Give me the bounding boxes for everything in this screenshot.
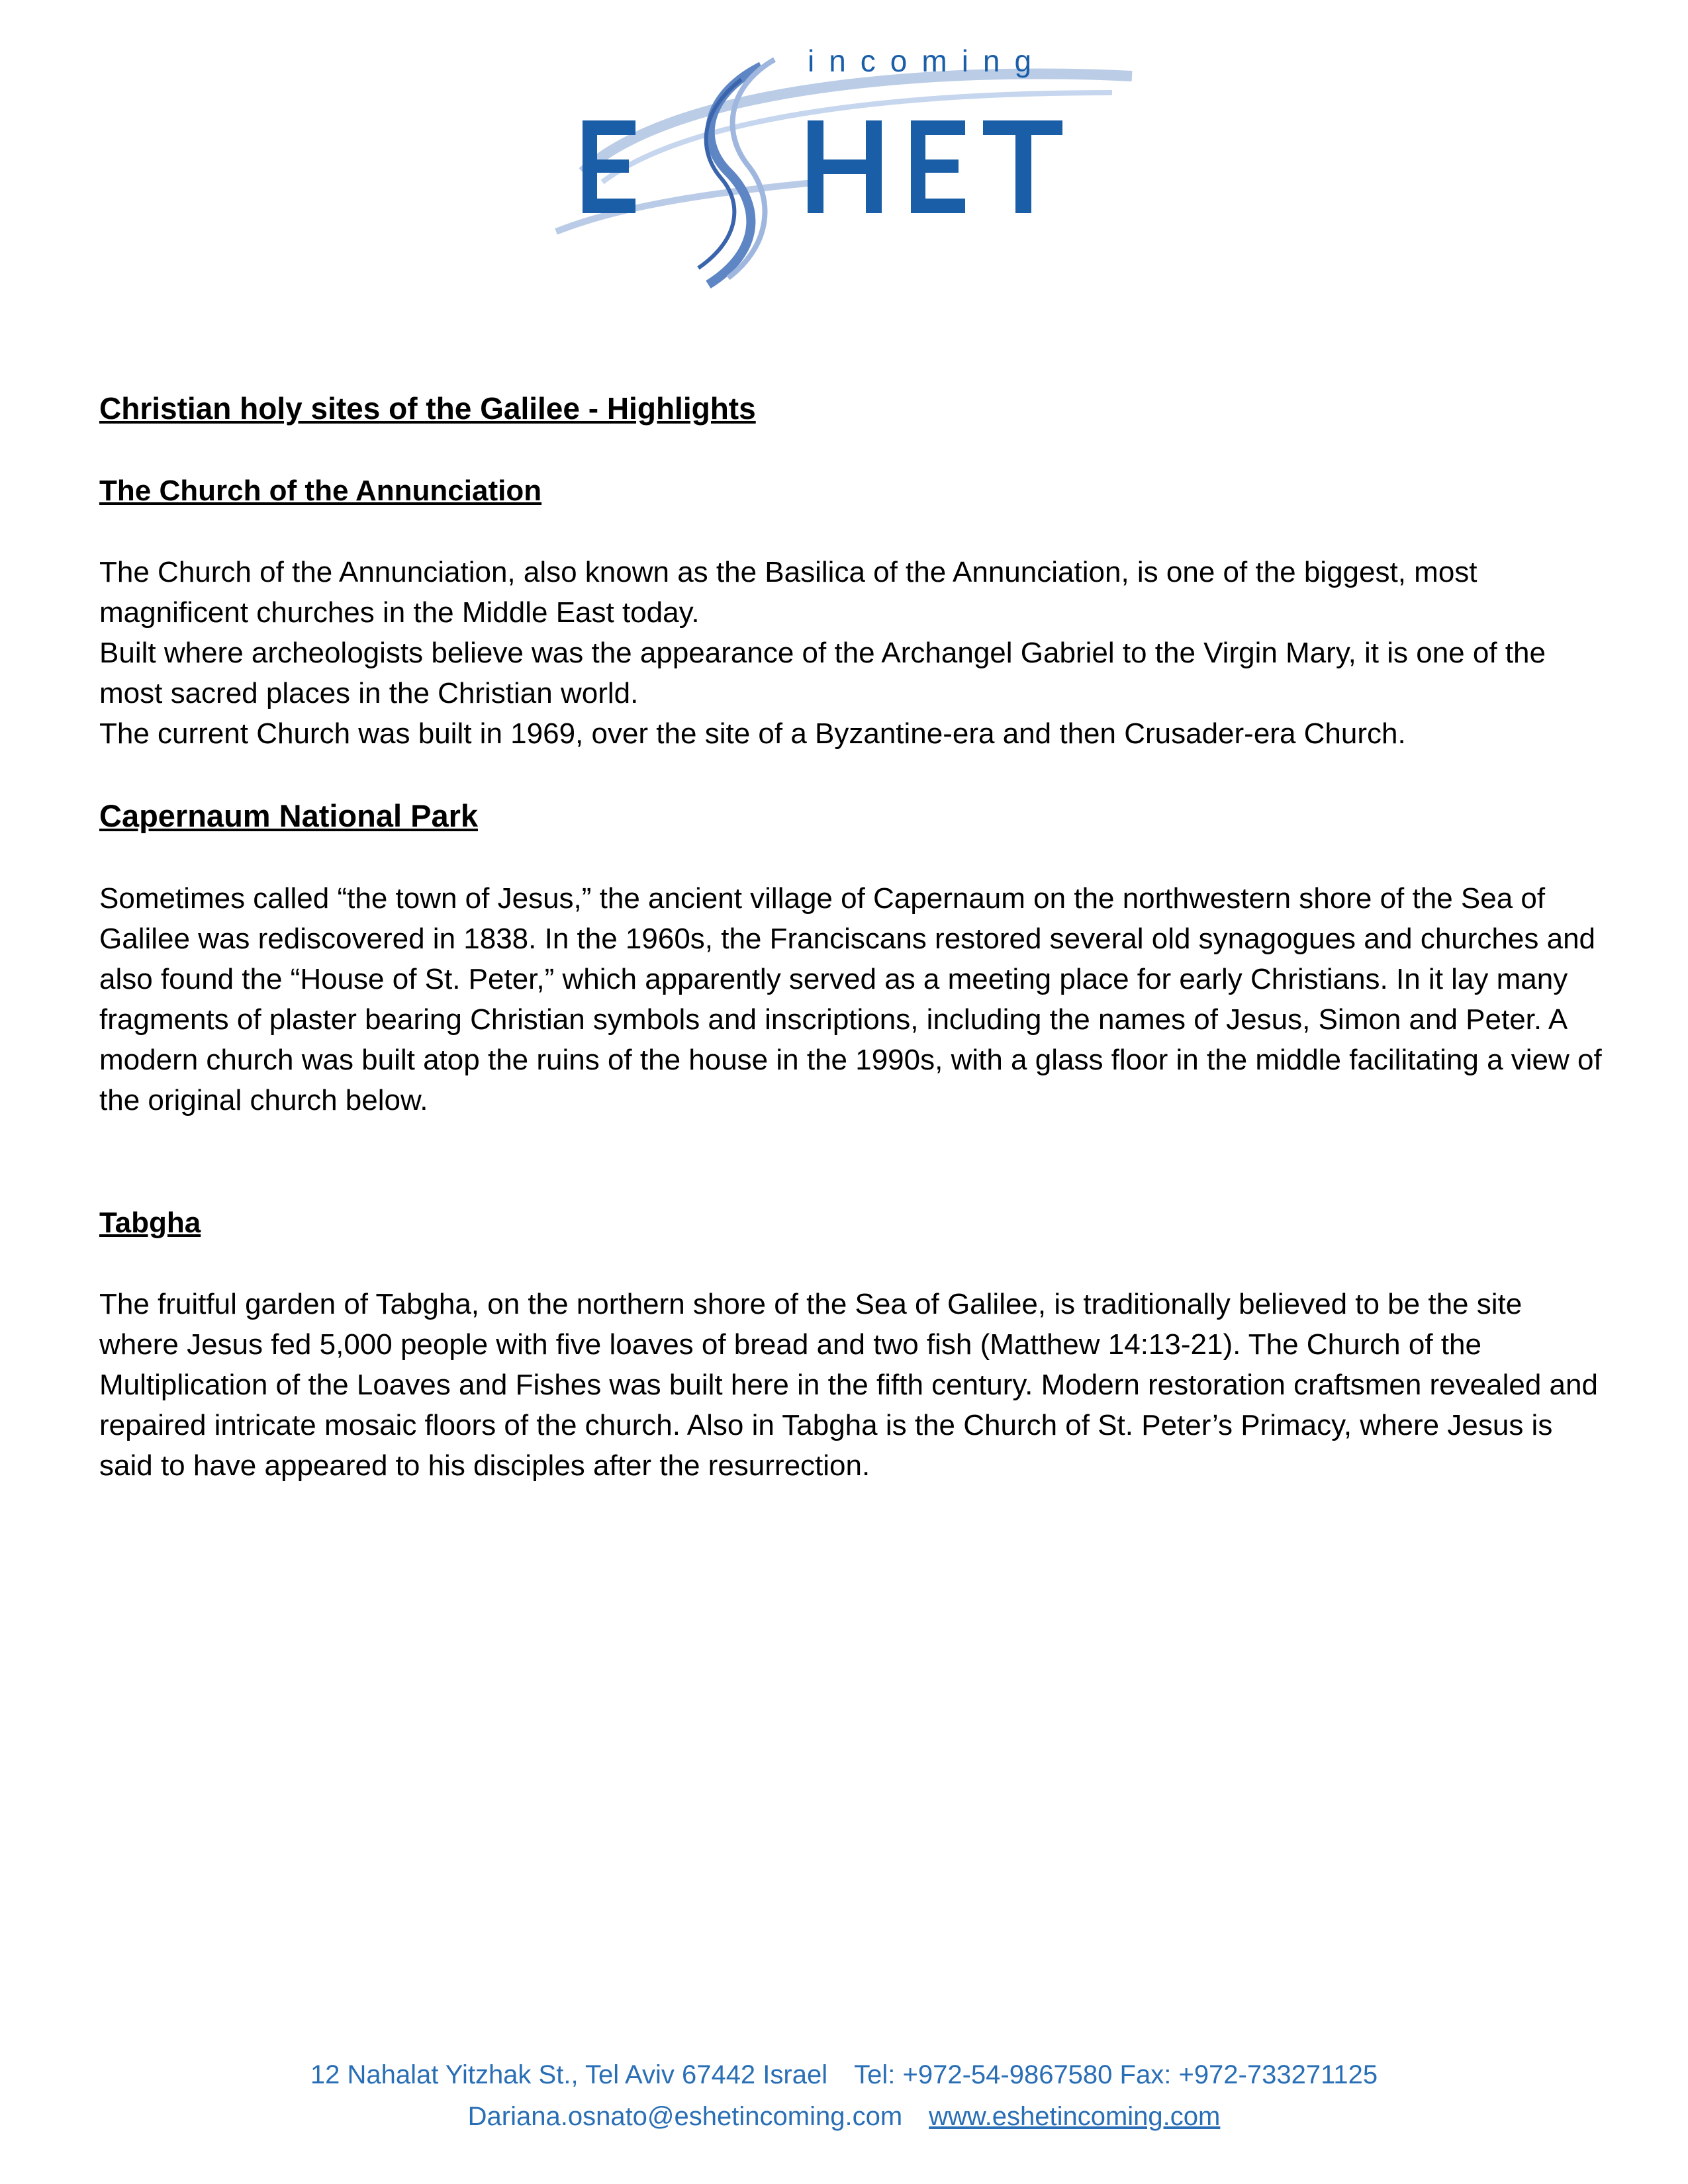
- footer-links-line: [0, 2096, 1688, 2138]
- footer-website-link[interactable]: www.eshetincoming.com: [929, 2102, 1221, 2131]
- paragraph: Built where archeologists believe was the appearance of the Archangel Gabriel to the Virgin Mary, it is one of the most sacred places in the Christian world.: [99, 637, 1546, 709]
- paragraph: The fruitful garden of Tabgha, on the northern shore of the Sea of Galilee, is traditionally believed to be the site where Jesus fed 5,000 people with five loaves of bread and two fish (Matthew 14:13-21). The Church of the Multiplication of the Loaves and Fishes was built here in the fifth century. Modern restoration craftsmen revealed and repaired intricate mosaic floors of the church. Also in Tabgha is the Church of St. Peter’s Primacy, where Jesus is said to have appeared to his disciples after the resurrection.: [99, 1288, 1598, 1482]
- footer-contact-line: [0, 2054, 1688, 2096]
- document-body: [99, 387, 1602, 1486]
- footer-address: 12 Nahalat Yitzhak St., Tel Aviv 67442 Israel: [310, 2060, 828, 2089]
- svg-text:incoming: incoming: [808, 44, 1047, 78]
- document-title: Christian holy sites of the Galilee - Highlights: [99, 391, 756, 426]
- paragraph: The current Church was built in 1969, over the site of a Byzantine-era and then Crusader-era Church.: [99, 717, 1406, 750]
- eshet-incoming-logo-graphic: [543, 40, 1139, 291]
- footer-email[interactable]: Dariana.osnato@eshetincoming.com: [467, 2102, 903, 2131]
- paragraph: Sometimes called “the town of Jesus,” the ancient village of Capernaum on the northwestern shore of the Sea of Galilee was rediscovered in 1838. In the 1960s, the Franciscans restored several old synagogues and churches and also found the “House of St. Peter,” which apparently served as a meeting place for early Christians. In it lay many fragments of plaster bearing Christian symbols and inscriptions, including the names of Jesus, Simon and Peter. A modern church was built atop the ruins of the house in the 1990s, with a glass floor in the middle facilitating a view of the original church below.: [99, 882, 1602, 1116]
- page-footer: [0, 2054, 1688, 2138]
- company-logo: [543, 40, 1139, 291]
- section-heading-capernaum: Capernaum National Park: [99, 798, 479, 833]
- footer-phone: Tel: +972-54-9867580: [854, 2060, 1113, 2089]
- section-heading-tabgha: Tabgha: [99, 1206, 201, 1239]
- footer-fax: Fax: +972-733271125: [1119, 2060, 1378, 2089]
- section-heading-annunciation: The Church of the Annunciation: [99, 475, 542, 507]
- paragraph: The Church of the Annunciation, also known as the Basilica of the Annunciation, is one of the biggest, most magnificent churches in the Middle East today.: [99, 556, 1477, 629]
